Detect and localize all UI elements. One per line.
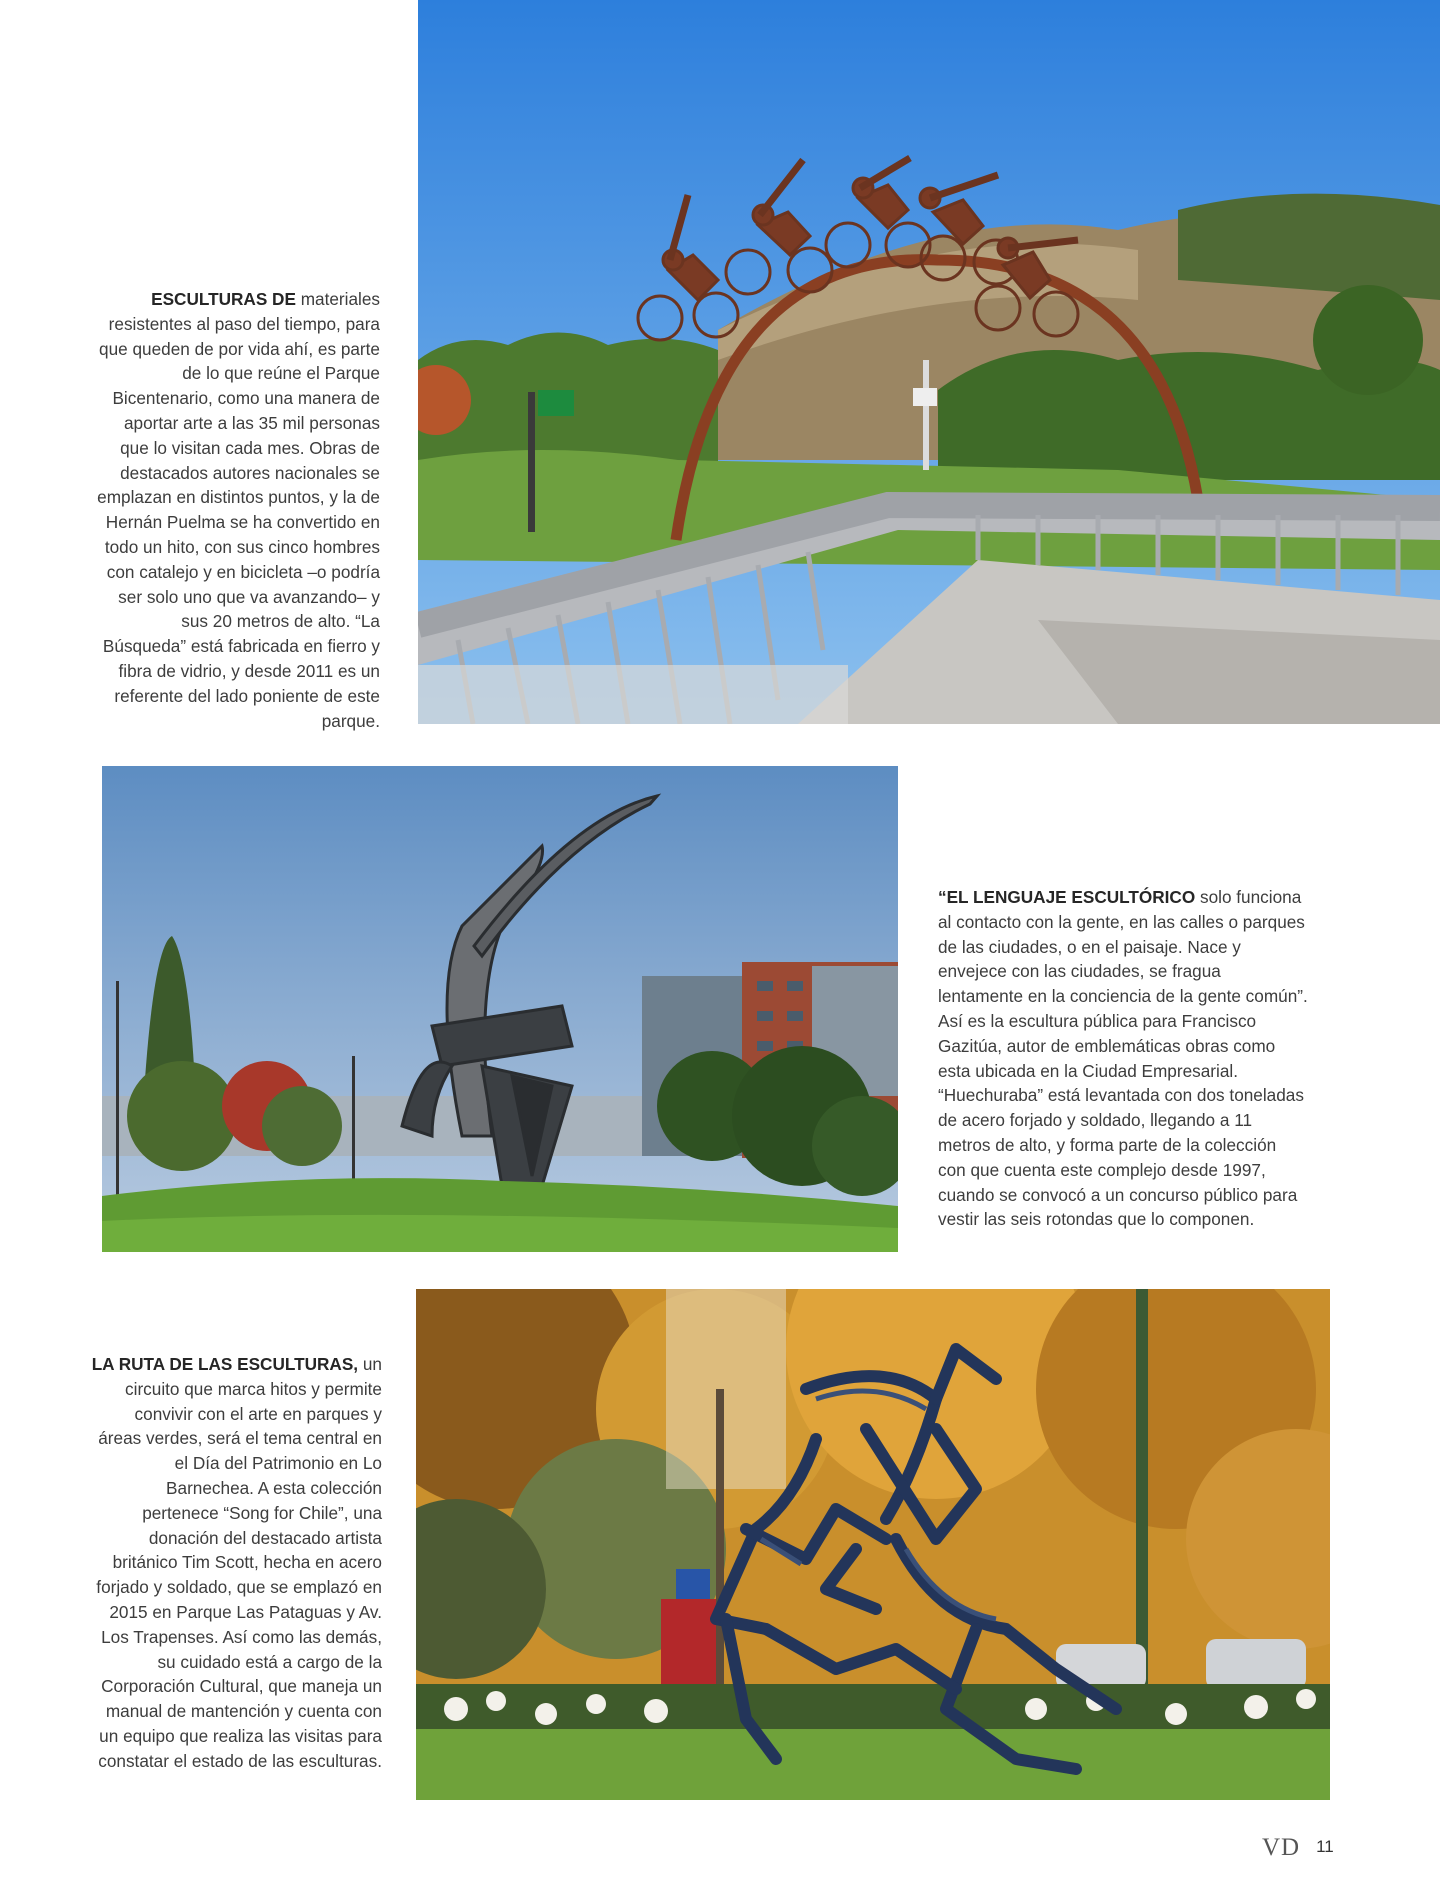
caption-lead: “EL LENGUAJE ESCULTÓRICO — [938, 887, 1196, 907]
caption-song-for-chile — [90, 1352, 382, 1774]
magazine-logo: VD — [1262, 1834, 1301, 1861]
photo-huechuraba — [102, 766, 898, 1252]
caption-lead: LA RUTA DE LAS ESCULTURAS, — [91, 1354, 359, 1374]
caption-huechuraba — [938, 885, 1308, 1232]
caption-la-busqueda — [96, 287, 380, 733]
caption-lead: ESCULTURAS DE — [151, 289, 296, 309]
caption-body: un circuito que marca hitos y permite convivir con el arte en parques y áreas verdes, será el tema central en el Día del Patrimonio en Lo Barnechea. A esta colección pertenece “Song for Chile”, una donación del destacado artista británico Tim Scott, hecha en acero forjado y soldado, que se emplazó en 2015 en Parque Las Pataguas y Av. Los Trapenses. Así como las demás, su cuidado está a cargo de la Corporación Cultural, que maneja un manual de mantención y cuenta con un equipo que realiza las visitas para constatar el estado de las esculturas. — [96, 1354, 382, 1771]
caption-body: materiales resistentes al paso del tiempo, para que queden de por vida ahí, es parte de lo que reúne el Parque Bicentenario, como una manera de aportar arte a las 35 mil personas que lo visitan cada mes. Obras de destacados autores nacionales se emplazan en distintos puntos, y la de Hernán Puelma se ha convertido en todo un hito, con sus cinco hombres con catalejo y en bicicleta –o podría ser solo uno que va avanzando– y sus 20 metros de alto. “La Búsqueda” está fabricada en fierro y fibra de vidrio, y desde 2011 es un referente del lado poniente de este parque. — [97, 289, 380, 731]
caption-body: solo funciona al contacto con la gente, en las calles o parques de las ciudades, o en el paisaje. Nace y envejece con las ciudades, se fragua lentamente en la conciencia de la gente común”. Así es la escultura pública para Francisco Gazitúa, autor de emblemáticas obras como esta ubicada en la Ciudad Empresarial. “Huechuraba” está levantada con dos toneladas de acero forjado y soldado, llegando a 11 metros de alto, y forma parte de la colección con que cuenta este complejo desde 1997, cuando se convocó a un concurso público para vestir las seis rotondas que lo componen. — [938, 887, 1308, 1230]
page-folio — [1262, 1834, 1334, 1862]
page-number: 11 — [1316, 1837, 1334, 1856]
photo-la-busqueda — [418, 0, 1440, 724]
photo-song-for-chile — [416, 1289, 1330, 1800]
